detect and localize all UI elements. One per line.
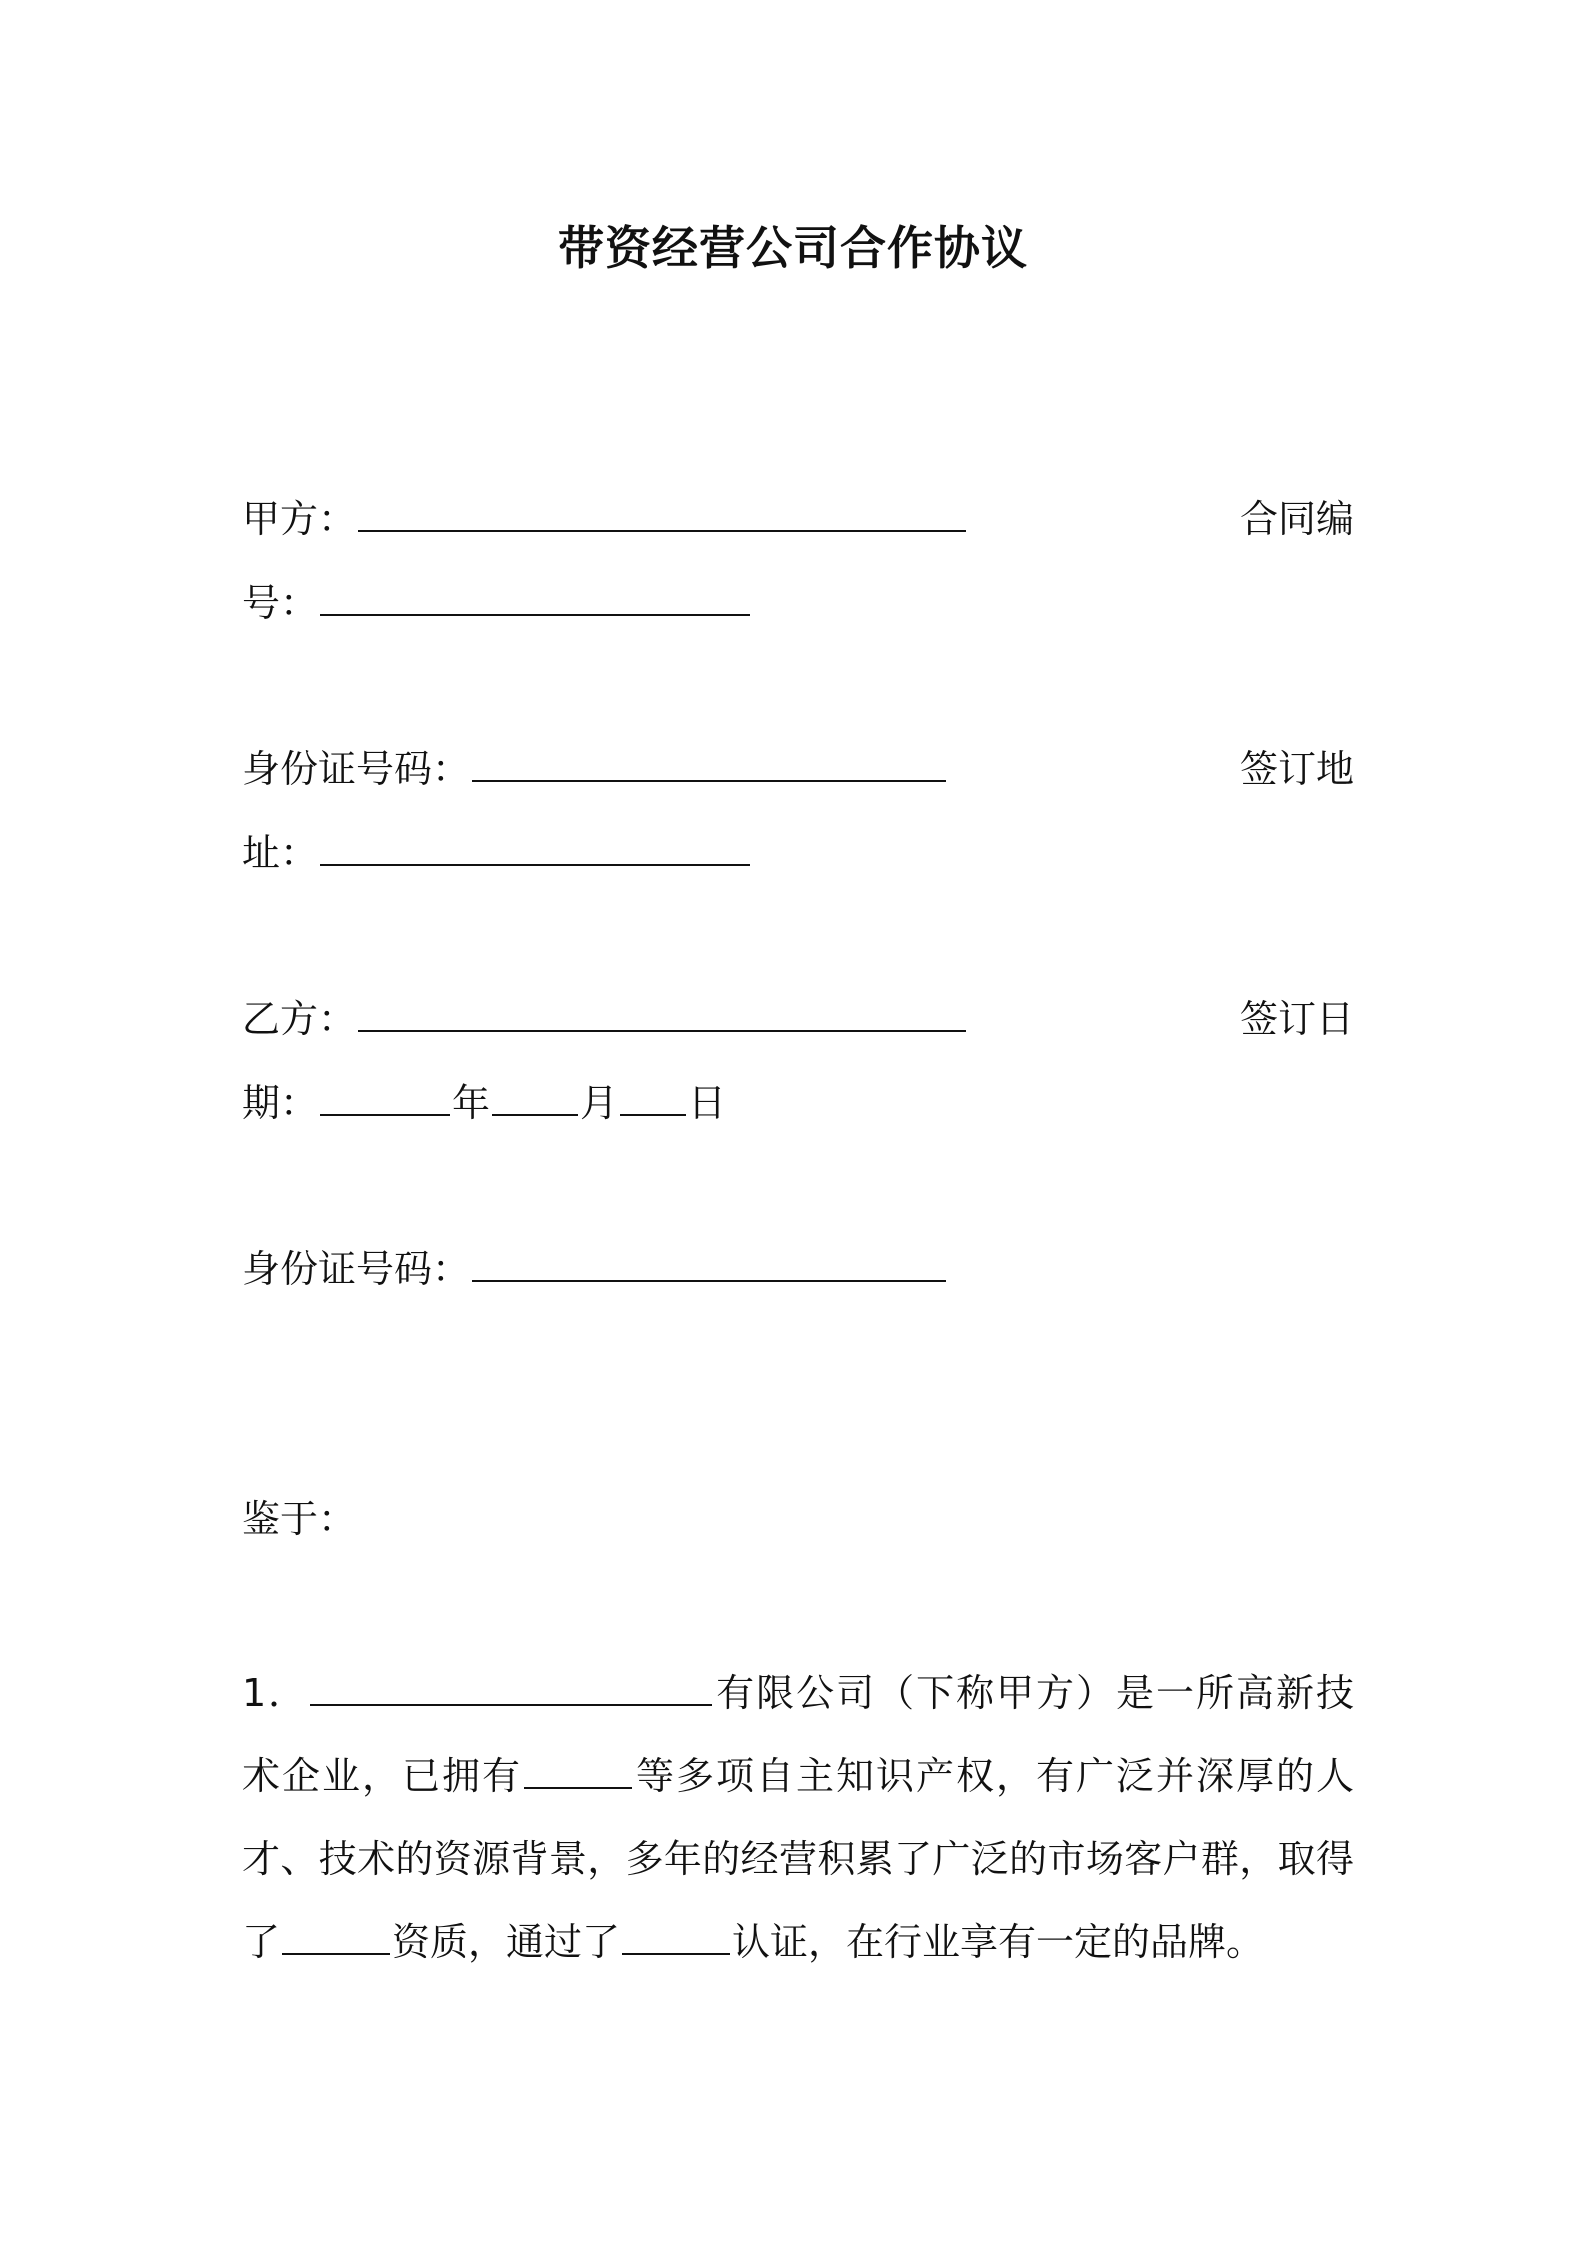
document-title: 带资经营公司合作协议 (558, 221, 1028, 275)
sign-date-label-part2: 期： (242, 1081, 319, 1125)
year-label: 年 (452, 1081, 491, 1125)
sign-date-label-part1: 签订日 (1239, 997, 1354, 1041)
id-number-blank-1[interactable] (472, 744, 946, 782)
clause-1-text-c: 资质，通过了 (392, 1920, 621, 1964)
sign-place-label-part1: 签订地 (1239, 747, 1354, 791)
id-number-blank-2[interactable] (472, 1244, 946, 1282)
sign-place-label-part2: 址： (242, 831, 319, 875)
day-label: 日 (688, 1081, 727, 1125)
clause-1-text-d: 认证，在行业享有一定的品牌。 (732, 1920, 1265, 1964)
party-b-label: 乙方： (242, 997, 357, 1041)
id-number-label-1: 身份证号码： (242, 747, 471, 791)
ip-blank[interactable] (524, 1753, 632, 1789)
party-a-row (242, 494, 968, 544)
clause-1-text-a: 有限公司（下称甲方）是一所高新技术企业，已拥有 (242, 1671, 1354, 1798)
clause-1-number: 1． (242, 1671, 309, 1715)
month-label: 月 (580, 1081, 619, 1125)
clause-1-paragraph (242, 1652, 1354, 1984)
qualification-blank[interactable] (282, 1919, 390, 1955)
contract-no-blank[interactable] (320, 578, 750, 616)
party-b-blank[interactable] (358, 994, 966, 1032)
sign-place-blank[interactable] (320, 828, 750, 866)
sign-place-row (242, 828, 752, 878)
contract-no-row (242, 578, 752, 628)
id-number-row-2 (242, 1244, 948, 1294)
whereas-label: 鉴于： (242, 1497, 357, 1541)
year-blank[interactable] (320, 1078, 450, 1116)
sign-date-row (242, 1078, 726, 1128)
party-a-label: 甲方： (242, 497, 357, 541)
party-a-blank[interactable] (358, 494, 966, 532)
id-number-label-2: 身份证号码： (242, 1247, 471, 1291)
contract-no-label-part1: 合同编 (1239, 497, 1354, 541)
contract-no-label-part2: 号： (242, 581, 319, 625)
id-number-row-1 (242, 744, 948, 794)
clause-1-text-b: 等多项自主知识产权，有广泛并深厚的人才、技术的资源背景，多年的经营积累了广泛的市场客户群，取得了 (242, 1754, 1354, 1964)
company-name-blank[interactable] (310, 1670, 712, 1706)
day-blank[interactable] (620, 1078, 686, 1116)
certification-blank[interactable] (622, 1919, 730, 1955)
party-b-row (242, 994, 968, 1044)
month-blank[interactable] (492, 1078, 578, 1116)
